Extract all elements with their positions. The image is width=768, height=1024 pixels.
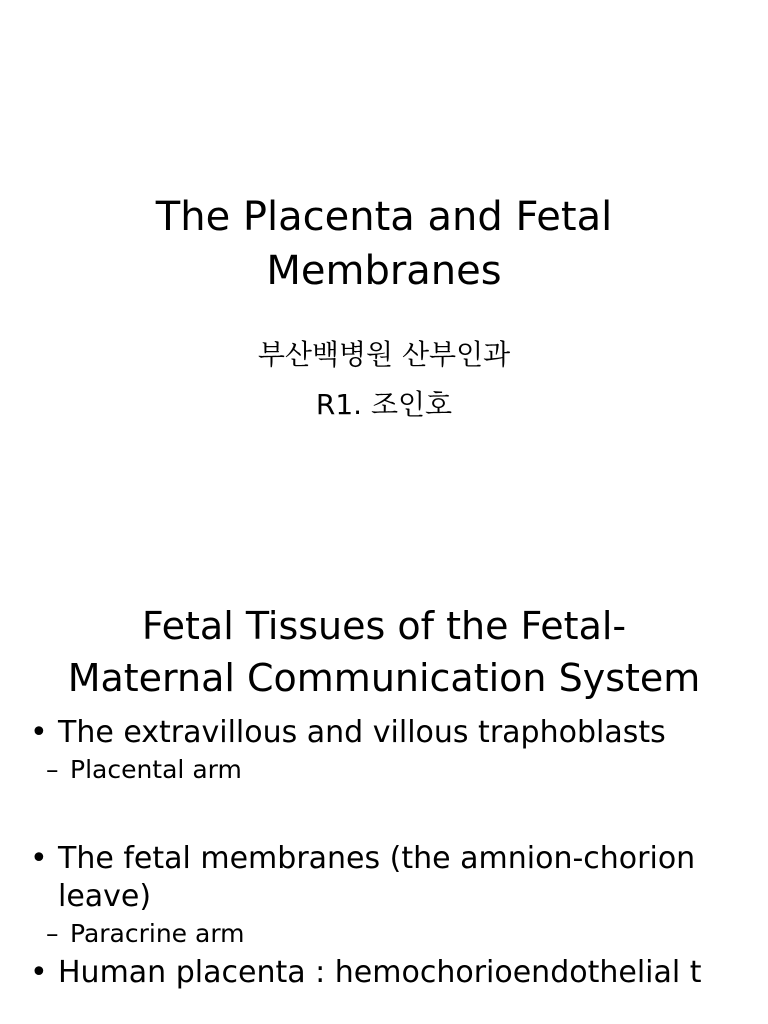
bullet-icon: •	[30, 841, 48, 876]
sub-bullet-text: Placental arm	[70, 755, 242, 784]
slide-subtitle	[0, 330, 768, 430]
slide-title-line-1: The Placenta and Fetal	[155, 194, 613, 240]
bullet-item-3	[30, 954, 768, 992]
slide-title	[0, 190, 768, 298]
bullet-text: Human placenta : hemochorioendothelial t	[58, 955, 702, 990]
sub-bullet-item-1	[38, 752, 768, 788]
bullet-icon: •	[30, 715, 48, 750]
sub-bullet-item-2	[38, 916, 768, 952]
sub-bullet-text: Paracrine arm	[70, 919, 245, 948]
slide-title-line-2: Membranes	[266, 248, 502, 294]
bullet-item-2	[30, 840, 768, 916]
bullet-text: The extravillous and villous traphoblasts	[58, 715, 666, 750]
dash-icon: –	[46, 755, 59, 784]
content-title-line-2: Maternal Communication System	[67, 656, 701, 700]
bullet-item-1	[30, 714, 768, 752]
content-slide-title	[0, 600, 768, 704]
bullet-list	[30, 714, 768, 992]
content-title-line-1: Fetal Tissues of the Fetal-	[141, 604, 627, 648]
bullet-icon: •	[30, 955, 48, 990]
content-slide	[0, 576, 768, 1024]
department-label: 부산백병원 산부인과	[257, 338, 511, 371]
bullet-text: The fetal membranes (the amnion-chorion leave)	[58, 841, 696, 914]
spacer	[30, 788, 768, 840]
dash-icon: –	[46, 919, 59, 948]
presenter-label: R1. 조인호	[315, 388, 453, 421]
